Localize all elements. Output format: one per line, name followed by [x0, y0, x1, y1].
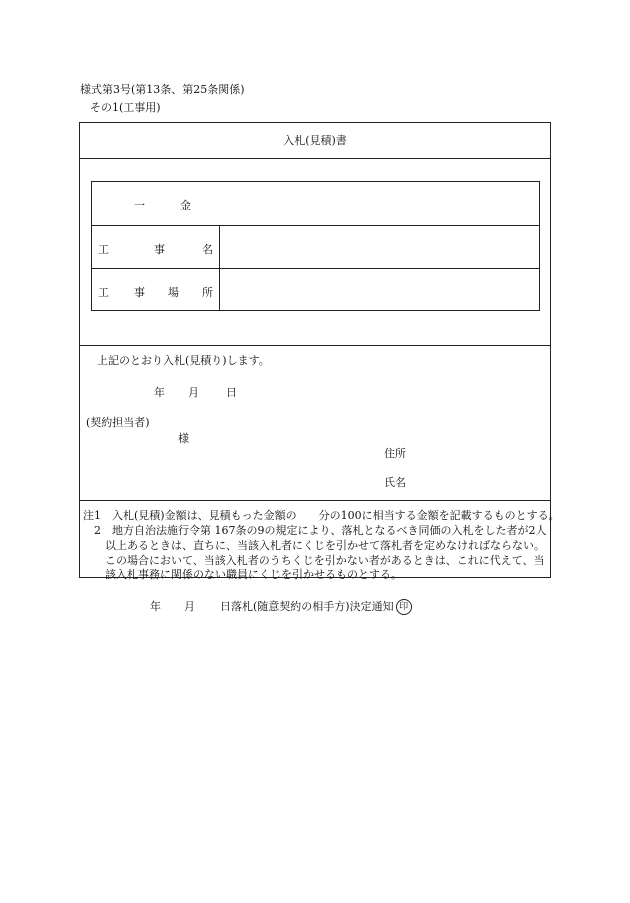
note-line: 注1 入札(見積)金額は、見積もった金額の 分の100に相当する金額を記載するものとする。 [83, 509, 560, 522]
details-table [91, 181, 540, 311]
project-location-row [92, 269, 539, 310]
name-label: 氏名 [384, 476, 406, 489]
footer-notice-text: 日落札(随意契約の相手方)決定通知 [220, 600, 394, 613]
form-number: 様式第3号(第13条、第25条関係) [80, 83, 245, 96]
honorific: 様 [178, 432, 189, 445]
project-name-label: 工 事 名 [92, 226, 220, 268]
date-day: 日 [226, 386, 237, 399]
form-subtitle: その1(工事用) [90, 101, 161, 114]
seal-icon: 印 [396, 599, 412, 615]
amount-label-2: 金 [180, 199, 191, 212]
note-line: 以上あるときは、直ちに、当該入札者にくじを引かせて落札者を定めなければならない。 [83, 539, 545, 552]
form-title: 入札(見積)書 [80, 123, 550, 159]
note-line: この場合において、当該入札者のうちくじを引かない者があるときは、これに代えて、当 [83, 554, 545, 567]
section-divider [80, 345, 550, 346]
footer-year: 年 [150, 600, 161, 613]
amount-label-1: 一 [134, 199, 145, 212]
project-name-row [92, 226, 539, 269]
footer-notice [220, 598, 412, 615]
date-month: 月 [188, 386, 199, 399]
project-location-label: 工 事 場 所 [92, 269, 220, 310]
project-location-value [220, 269, 540, 310]
date-year: 年 [154, 386, 165, 399]
footer-month: 月 [184, 600, 195, 613]
amount-row [92, 182, 539, 226]
bid-form [79, 122, 560, 581]
address-label: 住所 [384, 447, 406, 460]
note-line: 該入札事務に関係のない職員にくじを引かせるものとする。 [83, 568, 402, 581]
bid-statement: 上記のとおり入札(見積り)します。 [97, 354, 270, 367]
notes-divider [80, 500, 550, 501]
note-line: 2 地方自治法施行令第 167条の9の規定により、落札となるべき同価の入札をした者が2人 [83, 524, 547, 537]
contract-officer-label: (契約担当者) [86, 416, 150, 429]
project-name-value [220, 226, 540, 268]
